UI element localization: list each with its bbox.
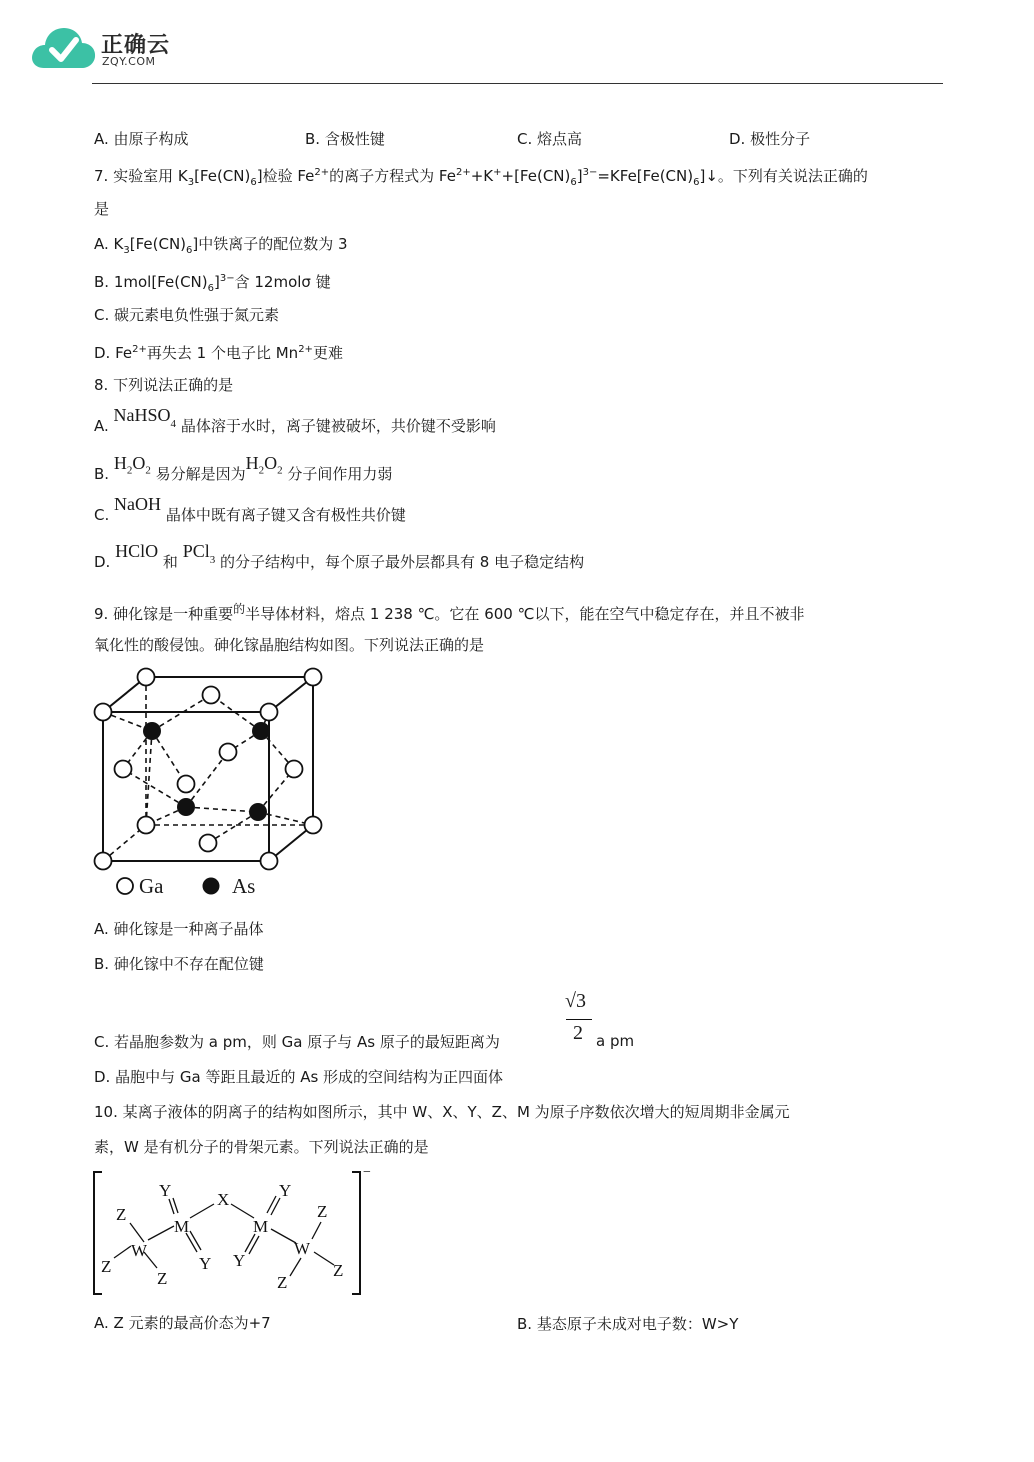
q8-option-a: A. NaHSO$_4$ 晶体溶于水时，离子键被破坏，共价键不受影响 bbox=[94, 405, 496, 435]
q6-option-d: D. 极性分子 bbox=[729, 130, 811, 148]
q10-stem-line1: 10. 某离子液体的阴离子的结构如图所示，其中 W、X、Y、Z、M 为原子序数依次增大的短周期非金属元 bbox=[94, 1103, 790, 1121]
ga-atoms bbox=[95, 669, 322, 870]
atom-z-label: Z bbox=[157, 1269, 168, 1288]
q7-option-a: A. $K_3[Fe(CN)_6]$中铁离子的配位数为 3 bbox=[94, 235, 348, 256]
q9-option-a: A. 砷化镓是一种离子晶体 bbox=[94, 920, 264, 938]
atom-z-label: Z bbox=[101, 1257, 112, 1276]
atom-y-label: Y bbox=[233, 1251, 246, 1270]
atom-m-label: M bbox=[253, 1217, 269, 1236]
q10-option-b: B. 基态原子未成对电子数：W>Y bbox=[517, 1315, 739, 1333]
logo-cloud-icon bbox=[30, 24, 96, 72]
legend-as-label: As bbox=[232, 874, 256, 898]
atom-w-label: W bbox=[131, 1241, 148, 1260]
q6-option-b: B. 含极性键 bbox=[305, 130, 385, 148]
atom-y-label: Y bbox=[279, 1181, 292, 1200]
q8-option-d: D. HClO 和 PCl$_3$ 的分子结构中，每个原子最外层都具有 8 电子稳定结构 bbox=[94, 541, 585, 571]
atom-y-label: Y bbox=[159, 1181, 172, 1200]
q7-option-c: C. 碳元素电负性强于氮元素 bbox=[94, 306, 280, 324]
q6-option-a: A. 由原子构成 bbox=[94, 130, 189, 148]
logo-domain: ZQY.COM bbox=[102, 55, 156, 68]
fraction-numerator: √3 bbox=[565, 990, 586, 1012]
q7-option-d: D. $Fe^{2+}$再失去 1 个电子比 $Mn^{2+}$更难 bbox=[94, 344, 343, 362]
q10-stem-line2: 素，W 是有机分子的骨架元素。下列说法正确的是 bbox=[94, 1138, 429, 1156]
q8-option-b: B. $H_2O_2$ 易分解是因为$H_2O_2$ 分子间作用力弱 bbox=[94, 453, 393, 483]
atom-y-label: Y bbox=[199, 1254, 212, 1273]
q9-option-c-unit: a pm bbox=[596, 1032, 635, 1050]
atom-m-label: M bbox=[174, 1217, 190, 1236]
atom-z-label: Z bbox=[277, 1273, 288, 1292]
legend-ga-marker bbox=[117, 878, 133, 894]
q9-stem-line2: 氧化性的酸侵蚀。砷化镓晶胞结构如图。下列说法正确的是 bbox=[94, 636, 485, 654]
q9-stem-line1: 9. 砷化镓是一种重要$^的$半导体材料，熔点 1 238 ℃。它在 600 ℃以下，能在空气中稳定存在，并且不被非 bbox=[94, 602, 805, 623]
atom-z-label: Z bbox=[116, 1205, 127, 1224]
legend-ga-label: Ga bbox=[139, 874, 164, 898]
cell-dashed-bonds bbox=[103, 677, 313, 861]
q8-stem: 8. 下列说法正确的是 bbox=[94, 376, 234, 394]
anion-structure-diagram bbox=[90, 1166, 380, 1300]
q7-option-b: B. $1mol[Fe(CN)_6]^{3-}$含 12molσ 键 bbox=[94, 273, 331, 294]
q9-option-d: D. 晶胞中与 Ga 等距且最近的 As 形成的空间结构为正四面体 bbox=[94, 1068, 504, 1086]
atom-z-label: Z bbox=[317, 1202, 328, 1221]
cell-edges bbox=[103, 677, 313, 861]
q10-option-a: A. Z 元素的最高价态为+7 bbox=[94, 1314, 271, 1332]
q9-option-c-text: C. 若晶胞参数为 a pm，则 Ga 原子与 As 原子的最短距离为 bbox=[94, 1033, 500, 1051]
logo-text: 正确云 bbox=[101, 33, 171, 58]
atom-w-label: W bbox=[294, 1239, 311, 1258]
q7-stem-line2: 是 bbox=[94, 200, 110, 218]
atom-labels bbox=[101, 1166, 371, 1292]
q9-option-b: B. 砷化镓中不存在配位键 bbox=[94, 955, 264, 973]
atom-x-label: X bbox=[217, 1190, 230, 1209]
crystal-cell-diagram bbox=[88, 664, 333, 904]
q8-option-c: C. NaOH 晶体中既有离子键又含有极性共价键 bbox=[94, 494, 406, 524]
fraction-bar bbox=[566, 1019, 592, 1020]
atom-z-label: Z bbox=[333, 1261, 344, 1280]
q7-stem-line1: 7. 实验室用 $K_3[Fe(CN)_6]$检验 $Fe^{2+}$的离子方程式为 $Fe^{2+}+K^++[Fe(CN)_6]^{3-}=KFe[Fe(CN)_6]↓$。下列有关说法正确的 bbox=[94, 167, 868, 188]
fraction-denominator: 2 bbox=[573, 1022, 583, 1044]
anion-charge-label: − bbox=[363, 1166, 371, 1180]
legend-as-marker bbox=[203, 878, 220, 895]
q6-option-c: C. 熔点高 bbox=[517, 130, 583, 148]
header-divider bbox=[92, 83, 943, 84]
